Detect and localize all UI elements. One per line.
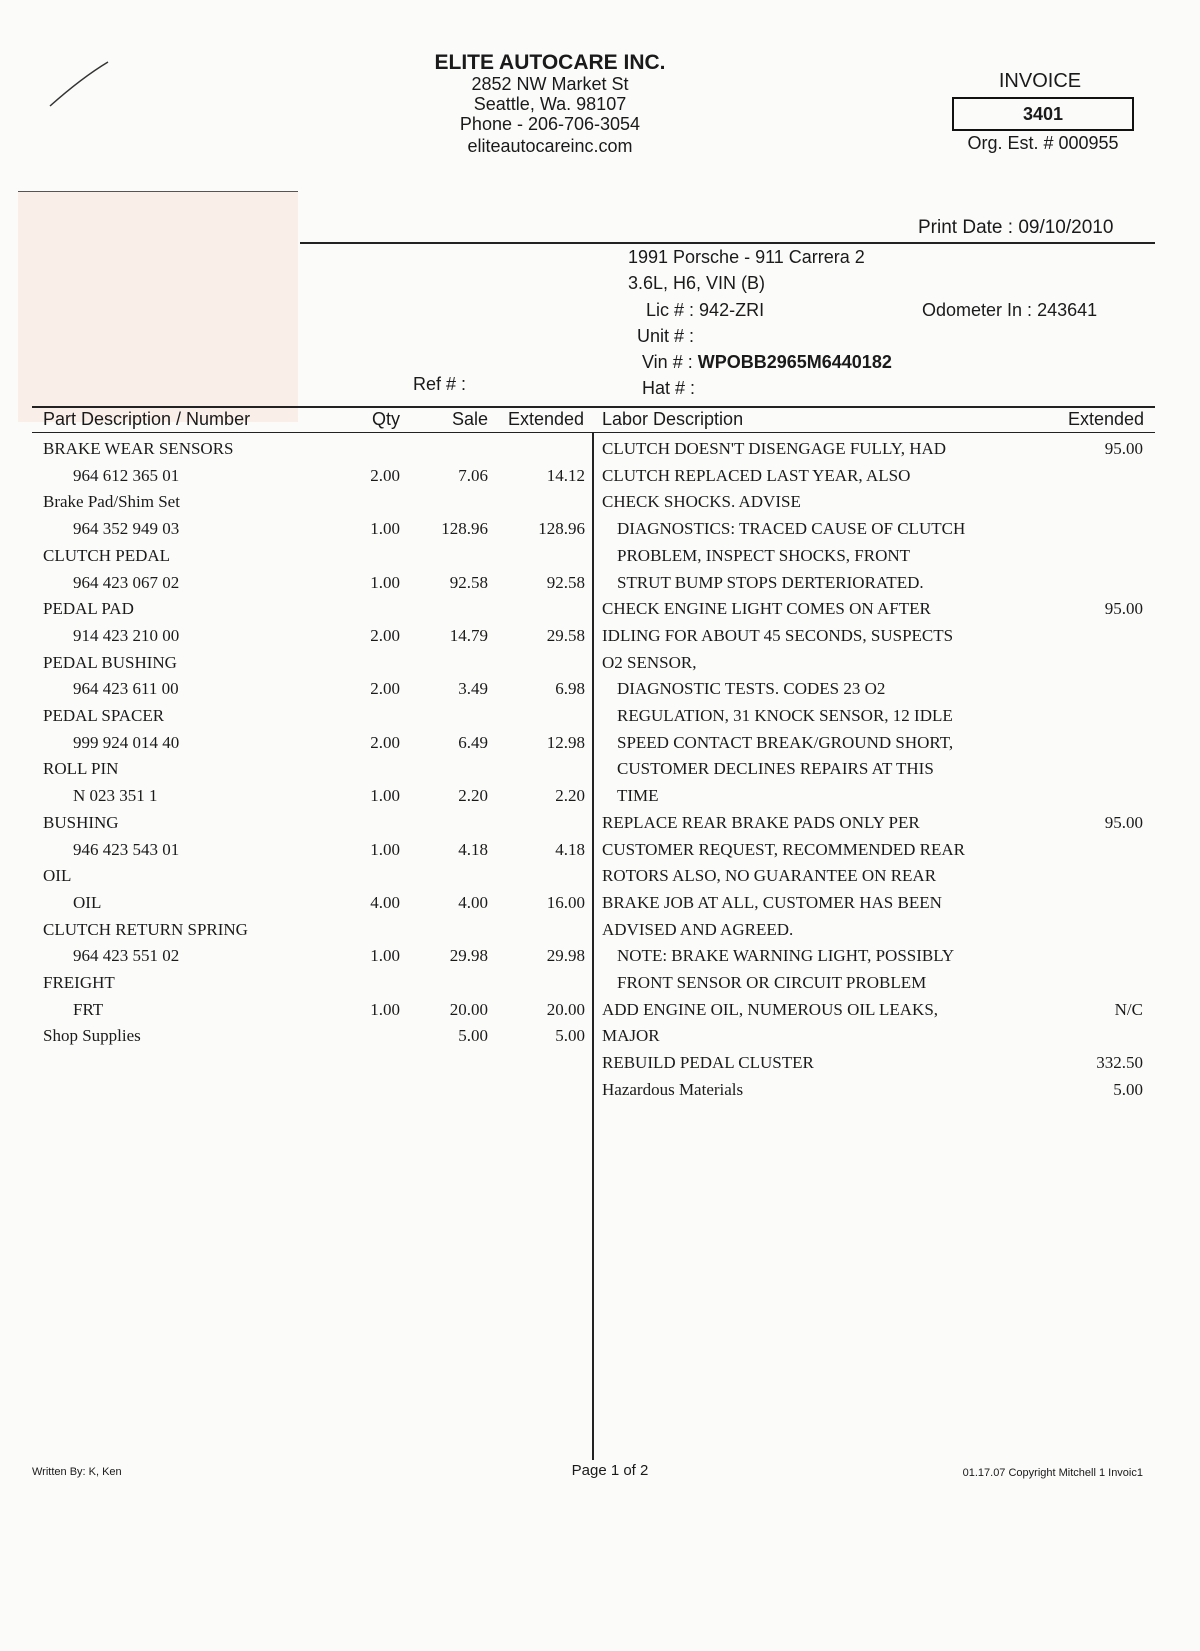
part-extended: 128.96 (538, 519, 585, 539)
part-qty: 4.00 (370, 892, 400, 912)
part-extended: 6.98 (555, 679, 585, 699)
part-qty: 1.00 (370, 839, 400, 859)
part-sale: 4.18 (458, 839, 488, 859)
header-labor-description: Labor Description (602, 409, 744, 429)
invoice-label: INVOICE (998, 70, 1082, 92)
labor-description-line: BRAKE JOB AT ALL, CUSTOMER HAS BEEN (602, 892, 942, 912)
labor-description-line: REPLACE REAR BRAKE PADS ONLY PER (602, 812, 920, 832)
part-number: FRT (73, 999, 104, 1019)
labor-description-line: REGULATION, 31 KNOCK SENSOR, 12 IDLE (617, 706, 953, 725)
labor-description-line: CLUTCH REPLACED LAST YEAR, ALSO (602, 465, 911, 485)
company-header (380, 52, 720, 156)
part-extended: 20.00 (546, 999, 585, 1019)
part-sale: 6.49 (458, 732, 488, 752)
print-date-label: Print Date : (918, 217, 1014, 238)
part-description: PEDAL SPACER (43, 706, 165, 725)
part-sale: 92.58 (449, 572, 488, 592)
part-number: 964 352 949 03 (73, 519, 180, 539)
part-description: Brake Pad/Shim Set (43, 492, 180, 512)
vehicle-hat: Hat # : (642, 378, 696, 398)
labor-extended: 95.00 (1104, 812, 1143, 832)
odometer (922, 300, 1097, 321)
vehicle-vin (642, 352, 892, 373)
part-description: ROLL PIN (43, 759, 119, 779)
labor-description-line: REBUILD PEDAL CLUSTER (602, 1053, 814, 1073)
part-description: OIL (43, 866, 72, 886)
column-divider (592, 432, 594, 1460)
labor-extended: N/C (1114, 999, 1143, 1019)
ref-number: Ref # : (413, 374, 467, 394)
header-part-description: Part Description / Number (43, 409, 251, 429)
part-sale: 5.00 (458, 1026, 488, 1046)
part-qty: 2.00 (370, 679, 400, 699)
part-extended: 14.12 (546, 465, 585, 485)
part-qty: 2.00 (370, 732, 400, 752)
part-extended: 92.58 (546, 572, 585, 592)
page-number: Page 1 of 2 (571, 1462, 649, 1479)
header-sale: Sale (451, 409, 488, 429)
company-name: ELITE AUTOCARE INC. (434, 51, 666, 74)
labor-description-line: Hazardous Materials (602, 1079, 744, 1099)
part-sale: 20.00 (449, 999, 488, 1019)
part-description: PEDAL BUSHING (43, 652, 177, 672)
table-top-rule (32, 406, 1155, 408)
part-sale: 3.49 (458, 679, 488, 699)
labor-description-line: O2 SENSOR, (602, 652, 697, 672)
part-description: FREIGHT (43, 973, 115, 992)
labor-description-line: CLUTCH DOESN'T DISENGAGE FULLY, HAD (602, 439, 947, 458)
part-number: OIL (73, 892, 102, 912)
part-qty: 2.00 (370, 625, 400, 645)
vehicle-model: 1991 Porsche - 911 Carrera 2 (628, 247, 865, 267)
part-extended: 29.98 (546, 946, 585, 966)
part-number: 964 423 551 02 (73, 946, 180, 966)
vehicle-engine: 3.6L, H6, VIN (B) (628, 273, 766, 293)
part-extended: 29.58 (546, 625, 585, 645)
header-qty: Qty (371, 409, 400, 429)
part-number: 964 423 067 02 (73, 572, 180, 592)
company-address-line2: Seattle, Wa. 98107 (473, 94, 627, 114)
part-description: BRAKE WEAR SENSORS (43, 439, 234, 458)
labor-description-line: PROBLEM, INSPECT SHOCKS, FRONT (617, 545, 911, 565)
labor-description-line: FRONT SENSOR OR CIRCUIT PROBLEM (617, 973, 927, 992)
part-extended: 2.20 (555, 786, 585, 806)
part-sale: 128.96 (441, 519, 488, 539)
company-website: eliteautocareinc.com (467, 136, 633, 156)
labor-description-line: ADD ENGINE OIL, NUMEROUS OIL LEAKS, (602, 999, 939, 1019)
part-qty: 1.00 (370, 572, 400, 592)
part-sale: 7.06 (458, 465, 488, 485)
part-qty: 1.00 (370, 519, 400, 539)
labor-description-line: CUSTOMER DECLINES REPAIRS AT THIS (617, 759, 934, 779)
header-labor-extended: Extended (1067, 409, 1144, 429)
labor-description-line: CHECK ENGINE LIGHT COMES ON AFTER (602, 599, 931, 619)
part-extended: 4.18 (555, 839, 585, 859)
copyright: 01.17.07 Copyright Mitchell 1 Invoic1 (962, 1467, 1143, 1479)
org-estimate: Org. Est. # 000955 (967, 133, 1119, 153)
labor-description-line: CHECK SHOCKS. ADVISE (602, 492, 801, 512)
labor-description-line: TIME (617, 786, 659, 806)
part-number: 964 612 365 01 (73, 465, 180, 485)
header-extended: Extended (507, 409, 584, 429)
invoice-number: 3401 (952, 97, 1134, 131)
written-by: Written By: K, Ken (32, 1466, 122, 1478)
part-description: CLUTCH RETURN SPRING (43, 919, 248, 939)
labor-description-line: MAJOR (602, 1026, 660, 1046)
labor-description-line: STRUT BUMP STOPS DERTERIORATED. (617, 572, 924, 592)
company-address-line1: 2852 NW Market St (471, 74, 629, 94)
labor-description-line: CUSTOMER REQUEST, RECOMMENDED REAR (602, 839, 966, 859)
labor-description-line: ADVISED AND AGREED. (602, 919, 794, 939)
odometer-value: 243641 (1037, 300, 1098, 320)
vehicle-license (646, 300, 764, 321)
part-qty: 1.00 (370, 786, 400, 806)
labor-description-line: IDLING FOR ABOUT 45 SECONDS, SUSPECTS (602, 625, 954, 645)
part-extended: 12.98 (546, 732, 585, 752)
part-qty: 1.00 (370, 999, 400, 1019)
vin-label: Vin # : (642, 352, 693, 372)
part-number: 964 423 611 00 (73, 679, 179, 699)
labor-extended: 95.00 (1104, 439, 1143, 458)
part-description: BUSHING (43, 812, 119, 832)
part-number: 914 423 210 00 (73, 625, 180, 645)
stain-mark (18, 191, 298, 422)
pen-mark-icon (48, 60, 110, 108)
labor-extended: 332.50 (1096, 1053, 1143, 1073)
labor-extended: 5.00 (1113, 1079, 1143, 1099)
labor-description-line: ROTORS ALSO, NO GUARANTEE ON REAR (602, 866, 937, 886)
part-description: CLUTCH PEDAL (43, 545, 171, 565)
part-sale: 14.79 (449, 625, 488, 645)
labor-description-line: NOTE: BRAKE WARNING LIGHT, POSSIBLY (617, 946, 955, 966)
labor-description-line: SPEED CONTACT BREAK/GROUND SHORT, (617, 732, 954, 752)
odometer-label: Odometer In : (922, 300, 1033, 320)
part-number: N 023 351 1 (73, 786, 158, 806)
part-extended: 16.00 (546, 892, 585, 912)
part-number: 946 423 543 01 (73, 839, 180, 859)
part-description: Shop Supplies (43, 1026, 141, 1046)
company-phone: Phone - 206-706-3054 (459, 114, 641, 134)
print-date-value: 09/10/2010 (1018, 217, 1114, 238)
vehicle-unit: Unit # : (637, 326, 695, 346)
part-description: PEDAL PAD (43, 599, 134, 619)
part-qty: 2.00 (370, 465, 400, 485)
part-sale: 4.00 (458, 892, 488, 912)
part-sale: 2.20 (458, 786, 488, 806)
header-rule (300, 242, 1155, 244)
part-qty: 1.00 (370, 946, 400, 966)
labor-description-line: DIAGNOSTICS: TRACED CAUSE OF CLUTCH (617, 519, 966, 539)
license-label: Lic # : (646, 300, 695, 320)
labor-description-line: DIAGNOSTIC TESTS. CODES 23 O2 (617, 679, 886, 699)
vin-value: WPOBB2965M6440182 (697, 352, 892, 372)
license-value: 942-ZRI (699, 300, 765, 320)
part-extended: 5.00 (555, 1026, 585, 1046)
part-number: 999 924 014 40 (73, 732, 180, 752)
labor-extended: 95.00 (1104, 599, 1143, 619)
print-date (918, 217, 1113, 239)
part-sale: 29.98 (449, 946, 488, 966)
